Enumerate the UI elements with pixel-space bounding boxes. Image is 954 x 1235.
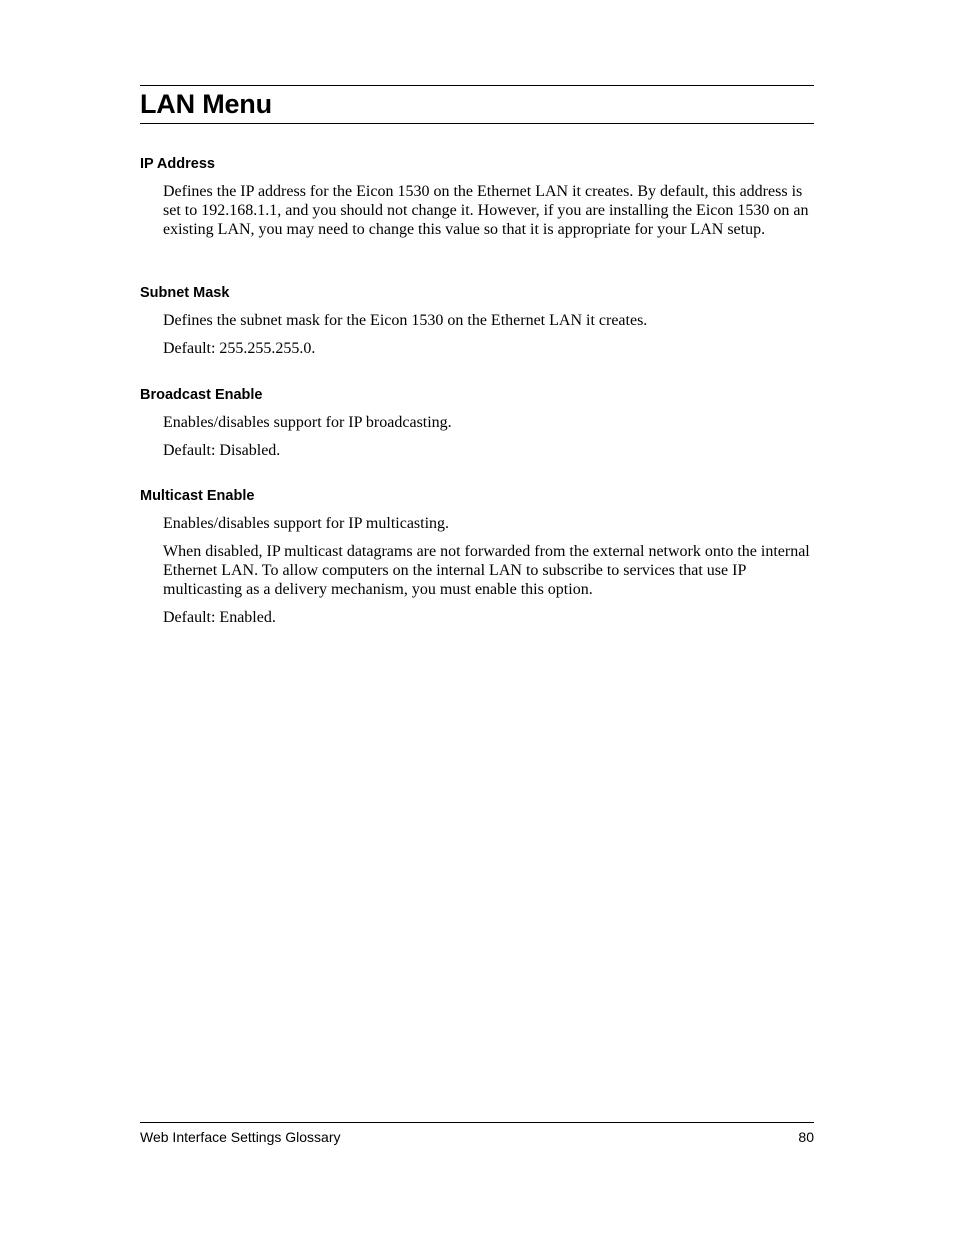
page-title: LAN Menu bbox=[140, 89, 272, 119]
section-paragraph: Enables/disables support for IP multicasting. bbox=[163, 515, 450, 532]
document-page bbox=[140, 0, 814, 1235]
section-ip-address bbox=[140, 155, 814, 248]
section-broadcast-enable bbox=[140, 386, 814, 469]
section-heading: Subnet Mask bbox=[140, 285, 230, 301]
footer-title: Web Interface Settings Glossary bbox=[140, 1129, 341, 1145]
section-paragraph: Default: Enabled. bbox=[163, 609, 276, 626]
page-title-block bbox=[140, 85, 814, 124]
section-paragraph: When disabled, IP multicast datagrams are not forwarded from the external network onto the internal Ethernet LAN. To allow computers on the internal LAN to subscribe to services that use IP multicasting as a delivery mechanism, you must enable this option. bbox=[163, 543, 810, 598]
section-heading: Broadcast Enable bbox=[140, 387, 263, 403]
section-paragraph: Defines the IP address for the Eicon 1530 on the Ethernet LAN it creates. By default, this address is set to 192.168.1.1, and you should not change it. However, if you are installing the Eicon 1530 on an existing LAN, you may need to change this value so that it is appropriate for your LAN setup. bbox=[163, 183, 809, 238]
section-paragraph: Default: Disabled. bbox=[163, 442, 281, 459]
page-number: 80 bbox=[798, 1129, 814, 1145]
section-heading: Multicast Enable bbox=[140, 488, 255, 504]
section-paragraph: Default: 255.255.255.0. bbox=[163, 340, 316, 357]
page-footer bbox=[140, 1122, 814, 1145]
section-multicast-enable bbox=[140, 487, 814, 636]
section-heading: IP Address bbox=[140, 156, 215, 172]
section-subnet-mask bbox=[140, 284, 814, 367]
section-paragraph: Defines the subnet mask for the Eicon 1530 on the Ethernet LAN it creates. bbox=[163, 312, 648, 329]
section-paragraph: Enables/disables support for IP broadcasting. bbox=[163, 414, 452, 431]
